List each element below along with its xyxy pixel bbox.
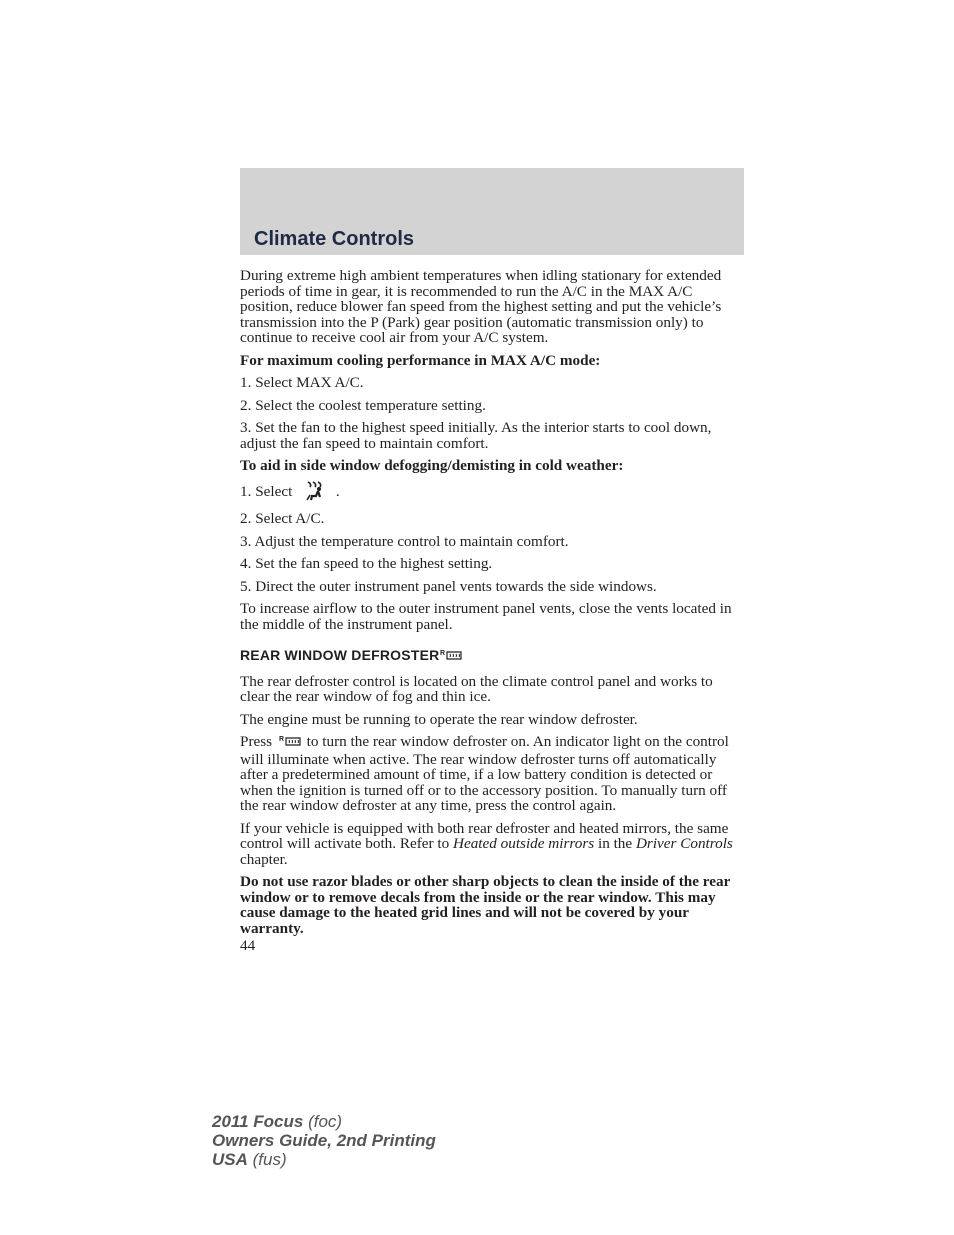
footer-line-3 (212, 1150, 436, 1169)
windshield-defog-floor-icon (302, 481, 326, 505)
mirrors-link-driver-controls: Driver Controls (635, 835, 733, 852)
svg-text:R: R (278, 736, 284, 743)
rear-defroster-heading (240, 648, 744, 666)
max-step-1: 1. Select MAX A/C. (240, 374, 364, 391)
footer-model-code: (foc) (303, 1112, 343, 1131)
footer-line-1 (212, 1112, 436, 1131)
footer-market-code: (fus) (247, 1150, 287, 1169)
max-ac-heading: For maximum cooling performance in MAX A/C mode: (240, 351, 601, 369)
svg-text:R: R (440, 650, 446, 657)
defog-step-1 (240, 481, 744, 505)
footer-imprint (212, 1112, 436, 1169)
rear-paragraph-1: The rear defroster control is located on the climate control panel and works to clear the rear window of fog and thin ice. (240, 672, 713, 705)
page-content (240, 268, 744, 961)
defog-step-5: 5. Direct the outer instrument panel vents towards the side windows. (240, 577, 657, 595)
defog-step-1-prefix: 1. Select (240, 482, 293, 500)
press-rest: to turn the rear window defroster on. An indicator light on the control will illuminate when active. The rear window defroster turns off automatically after a predetermined amount of time, if a low battery condition is detected or when the ignition is turned off or to the accessory position. To manually turn off the rear window defroster at any time, press the control again. (240, 733, 729, 814)
airflow-paragraph: To increase airflow to the outer instrument panel vents, close the vents located in the middle of the instrument panel. (240, 600, 732, 633)
chapter-header-band (240, 168, 744, 255)
defog-step-1-suffix: . (335, 482, 340, 500)
defog-step-2: 2. Select A/C. (240, 510, 325, 527)
mirrors-text-a: If your vehicle is equipped with both rear defroster and heated mirrors, the same control will activate both. Refer to (240, 819, 729, 852)
footer-market: USA (212, 1150, 248, 1169)
mirrors-text-c: chapter. (240, 850, 288, 868)
max-step-3: 3. Set the fan to the highest speed initially. As the interior starts to cool down, adjust the fan speed to maintain comfort. (240, 419, 712, 452)
defog-step-3: 3. Adjust the temperature control to maintain comfort. (240, 532, 569, 550)
defog-heading: To aid in side window defogging/demisting in cold weather: (240, 457, 624, 474)
rear-window-defroster-icon (279, 734, 303, 752)
chapter-title: Climate Controls (254, 228, 415, 250)
page-number: 44 (240, 937, 256, 954)
mirrors-link-heated: Heated outside mirrors (452, 835, 595, 852)
footer-line-2: Owners Guide, 2nd Printing (212, 1131, 436, 1150)
max-step-2: 2. Select the coolest temperature setting. (240, 396, 486, 414)
footer-model: 2011 Focus (212, 1112, 304, 1131)
intro-paragraph: During extreme high ambient temperatures when idling stationary for extended periods of time in gear, it is recommended to run the A/C in the MAX A/C position, reduce blower fan speed from the highest setting and put the vehicle’s transmission into the P (Park) gear position (automatic transmission only) to continue to receive cool air from your A/C system. (240, 267, 722, 346)
rear-window-defroster-icon (440, 648, 464, 666)
rear-defroster-heading-text: REAR WINDOW DEFROSTER (240, 647, 440, 663)
mirrors-text-b: in the (594, 835, 636, 852)
defog-step-4: 4. Set the fan speed to the highest setting. (240, 555, 493, 572)
mirrors-paragraph (240, 821, 744, 868)
press-paragraph (240, 734, 744, 814)
press-prefix: Press (240, 733, 273, 750)
rear-paragraph-2: The engine must be running to operate the rear window defroster. (240, 710, 638, 728)
warning-paragraph: Do not use razor blades or other sharp objects to clean the inside of the rear window or to remove decals from the inside or the rear window. This may cause damage to the heated grid lines and will not be covered by your warranty. (240, 873, 731, 937)
